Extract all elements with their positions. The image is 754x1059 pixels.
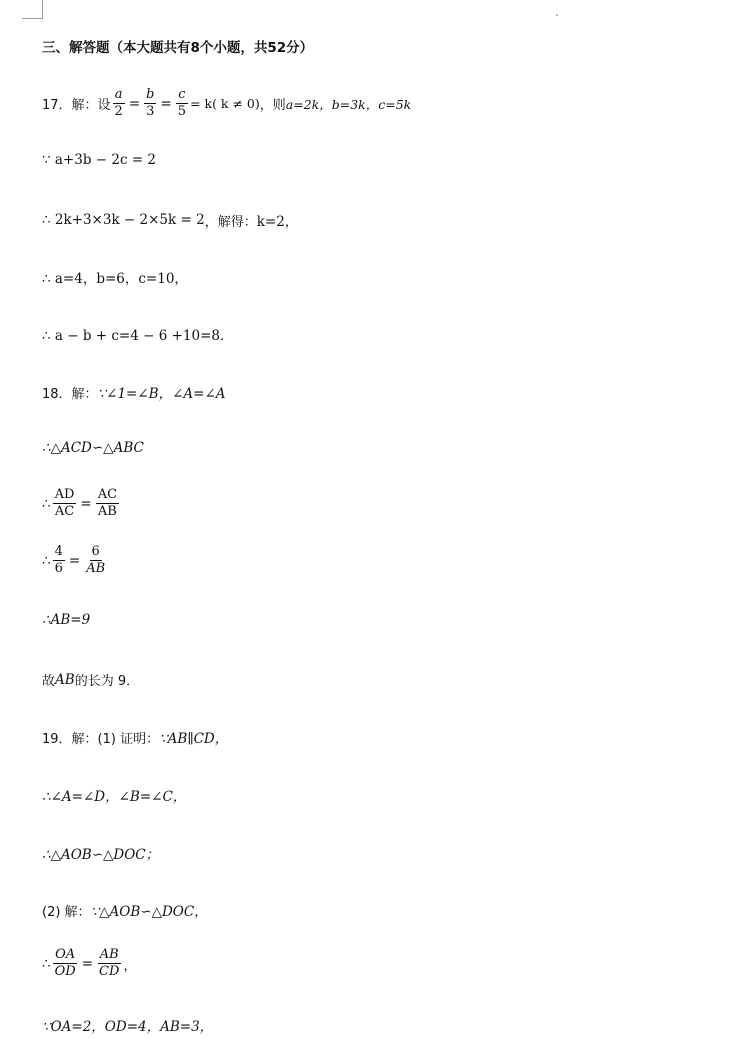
p18-given: ∵∠1=∠B，∠A=∠A bbox=[97, 386, 226, 402]
p19-part2-given: ∵△AOB∽△DOC， bbox=[90, 904, 208, 920]
therefore-symbol: ∴ bbox=[42, 955, 51, 972]
p17-then: ，则 bbox=[259, 98, 286, 114]
therefore-symbol: ∴ bbox=[42, 495, 51, 512]
p19-line-1 bbox=[42, 727, 228, 747]
p17-prefix: 17．解：设 bbox=[42, 98, 111, 114]
p17-line-3-solve: ，解得： bbox=[204, 214, 257, 230]
p19-line-5: ∴ $\frac{OA}{OD}$ = $\frac{AB}{CD}$ ， bbox=[42, 947, 137, 980]
p17-line-2: ∵ a+3b − 2c = 2 bbox=[42, 152, 156, 168]
p19-line-3: ∴△AOB∽△DOC； bbox=[42, 847, 160, 863]
p19-line-6: ∵OA=2，OD=4，AB=3， bbox=[42, 1019, 214, 1035]
p18-line-3: ∴ $\frac{AD}{AC}$ = $\frac{AC}{AB}$ bbox=[42, 487, 118, 520]
p18-line-6: 故 AB 的长为 9． bbox=[42, 671, 140, 689]
p19-line-2: ∴∠A=∠D，∠B=∠C， bbox=[42, 789, 187, 805]
section-heading: 三、解答题（本大题共有8个小题，共52分） bbox=[42, 40, 314, 56]
p18-frac-6-ab: $\frac{6}{AB}$ bbox=[86, 544, 106, 577]
p17-line-5: ∴ a − b + c=4 − 6 +10=8． bbox=[42, 328, 234, 344]
p17-frac-c: $\frac{c}{5}$ bbox=[177, 87, 187, 120]
p17-eq-k: = k( k ≠ 0) bbox=[190, 96, 260, 112]
p17-frac-b: $\frac{b}{3}$ bbox=[146, 87, 155, 120]
p17-frac-a: $\frac{a}{2}$ bbox=[114, 87, 123, 120]
page-dot bbox=[556, 14, 558, 16]
p18-frac-4-6: $\frac{4}{6}$ bbox=[54, 544, 63, 577]
therefore-symbol: ∴ bbox=[42, 552, 51, 569]
p19-frac-ab-cd: $\frac{AB}{CD}$ bbox=[99, 947, 120, 980]
p17-line-1: 17．解：设 $\frac{a}{2}$ = $\frac{b}{3}$ = $\frac{c}{5}$ = k( k ≠ 0) ，则 a=2k，b=3k，c=5k bbox=[42, 87, 412, 120]
p19-line-4 bbox=[42, 900, 208, 920]
p18-frac-ad-ac: $\frac{AD}{AC}$ bbox=[54, 487, 75, 520]
p18-frac-ac-ab: $\frac{AC}{AB}$ bbox=[97, 487, 118, 520]
p17-values: a=2k，b=3k，c=5k bbox=[285, 96, 412, 112]
p19-part2-prefix: (2) 解： bbox=[42, 904, 91, 920]
page-corner-mark bbox=[42, 0, 43, 18]
p18-prefix: 18．解： bbox=[42, 386, 98, 402]
p17-line-3-k: k=2， bbox=[256, 214, 299, 230]
p19-frac-oa-od: $\frac{OA}{OD}$ bbox=[54, 947, 76, 980]
p17-line-3-eq: ∴ 2k+3×3k − 2×5k = 2 bbox=[42, 212, 205, 228]
p19-given: ∵AB∥CD， bbox=[159, 731, 229, 747]
p17-line-3 bbox=[42, 210, 298, 230]
p17-line-4: ∴ a=4，b=6，c=10， bbox=[42, 271, 188, 287]
p18-line-4: ∴ $\frac{4}{6}$ = $\frac{6}{AB}$ bbox=[42, 544, 106, 577]
p19-prefix: 19．解：(1) 证明： bbox=[42, 731, 160, 747]
page-corner-mark-horizontal bbox=[22, 18, 43, 19]
p18-line-1 bbox=[42, 382, 226, 402]
p18-line-5: ∴AB=9 bbox=[42, 612, 91, 628]
p18-line-2: ∴△ACD∽△ABC bbox=[42, 440, 144, 456]
